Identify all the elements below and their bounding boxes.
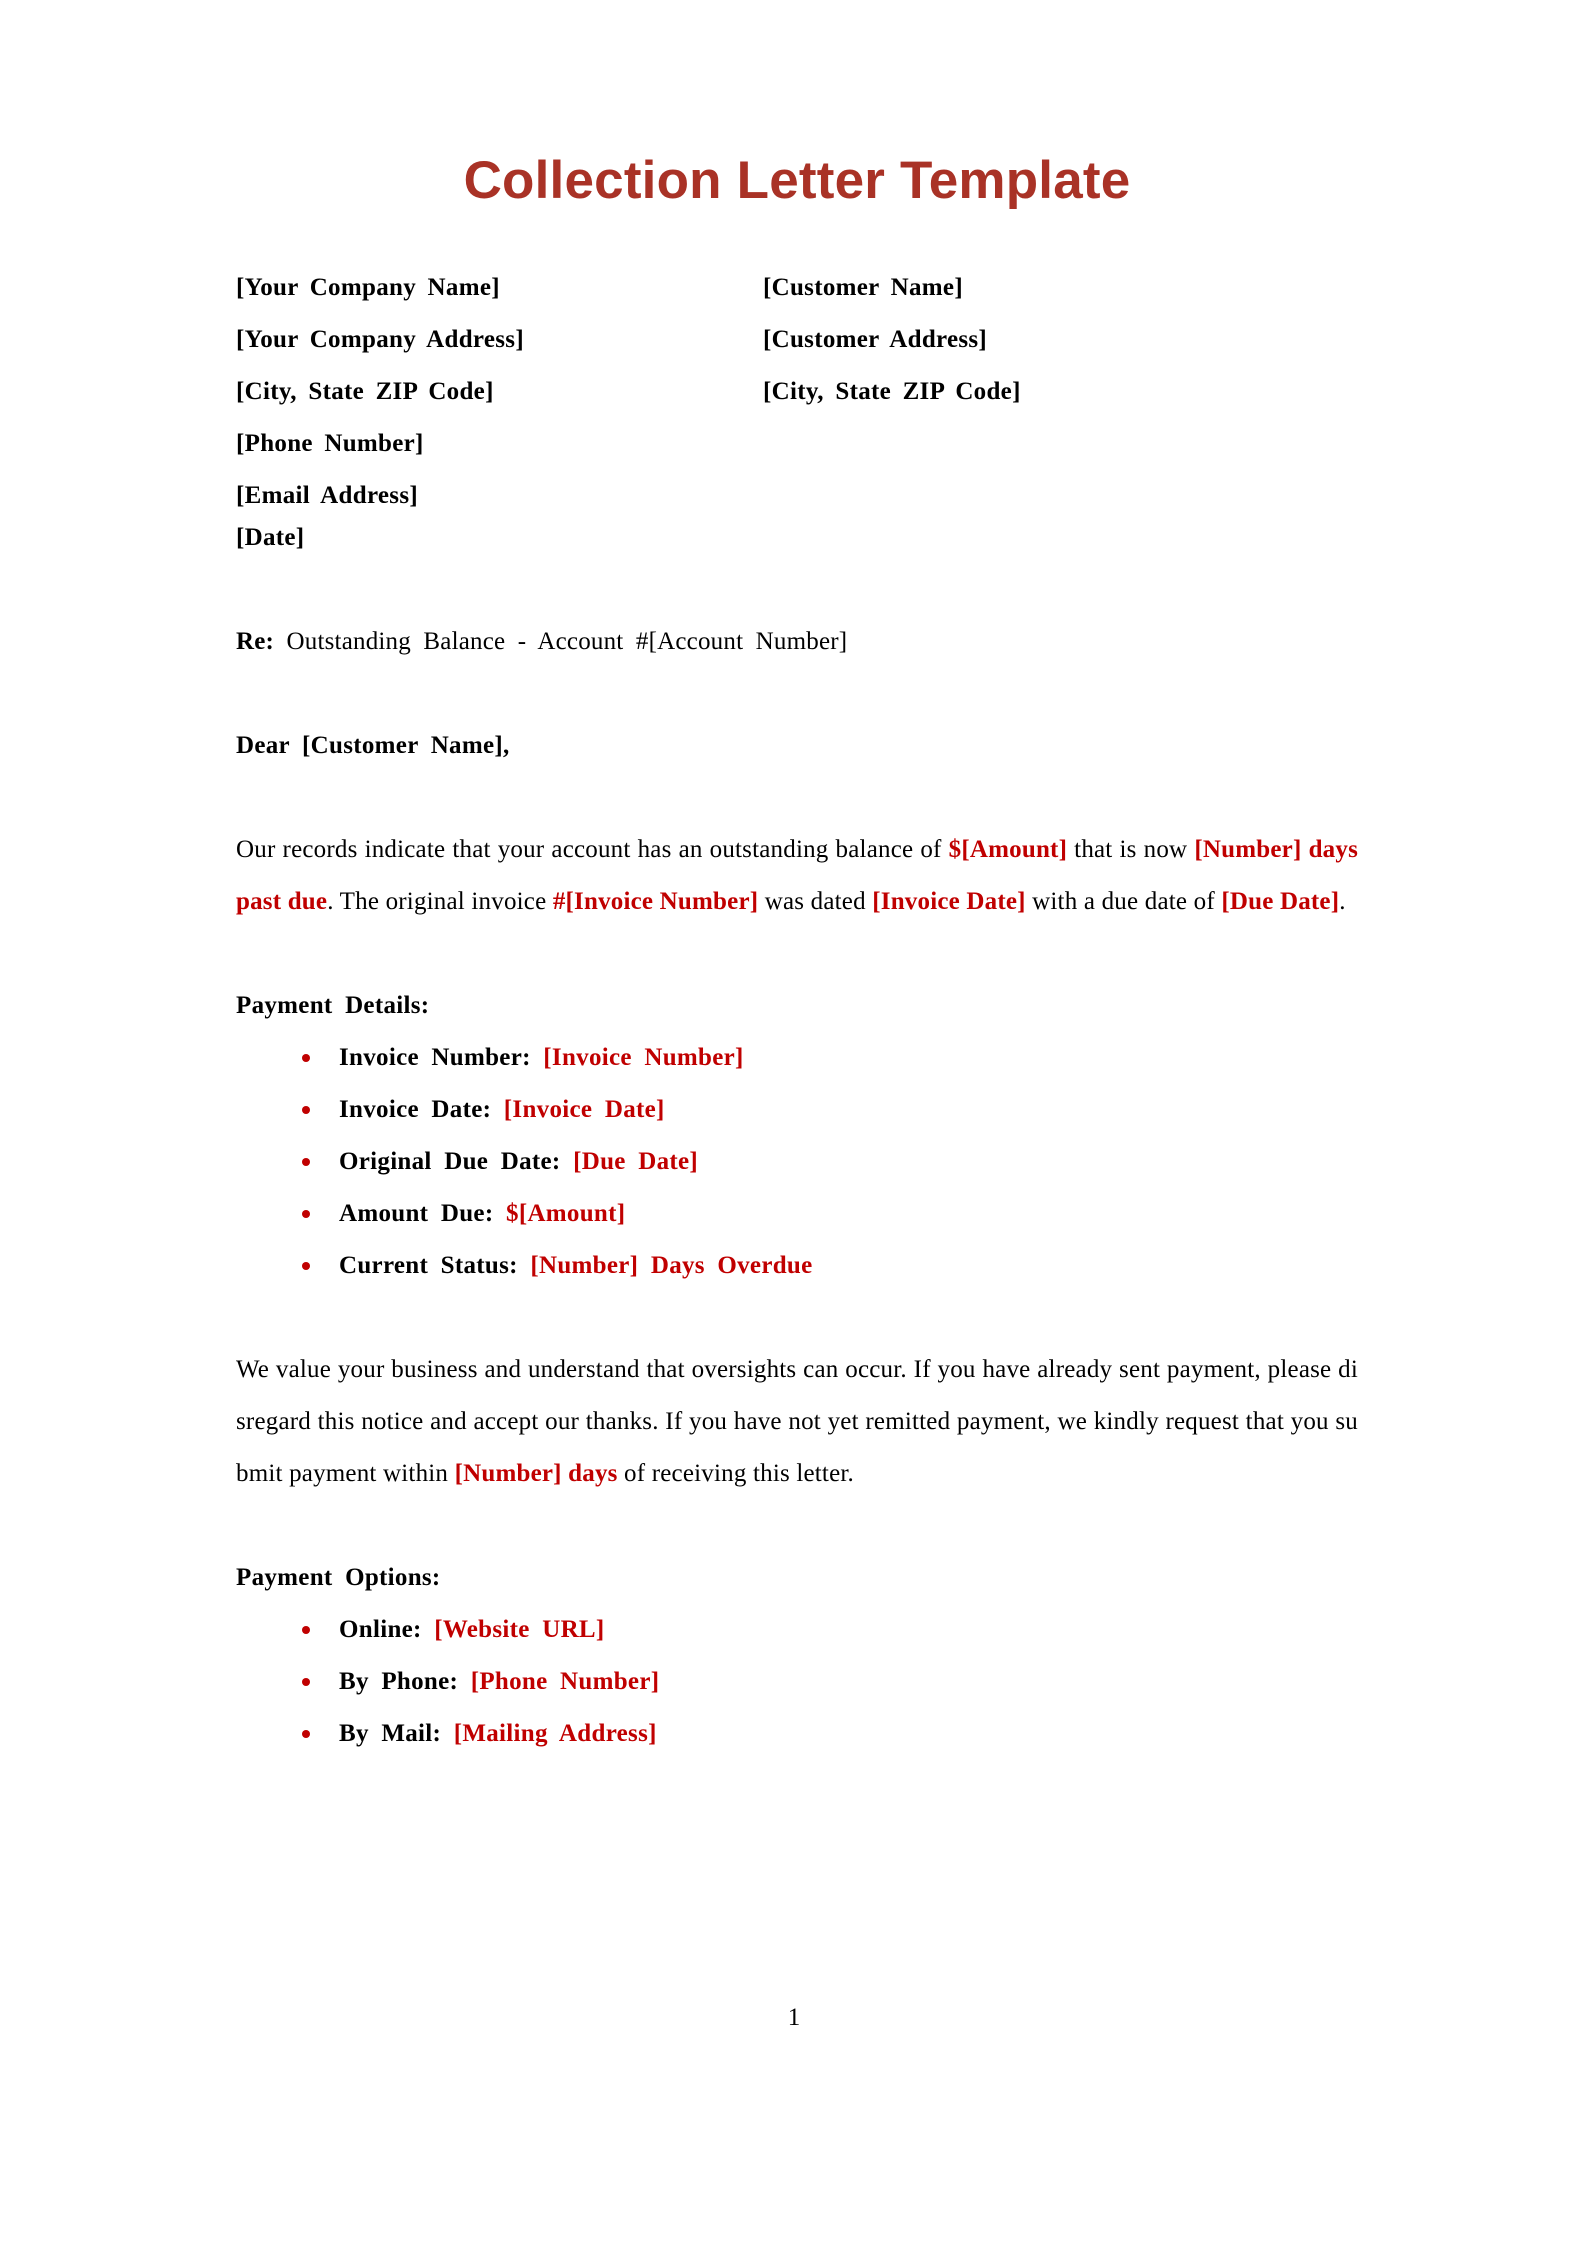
detail-value: [Invoice Number] [543, 1044, 744, 1072]
spacer-after-date [236, 564, 1358, 616]
option-label: By Phone: [339, 1668, 459, 1696]
sender-company-address: [Your Company Address] [236, 326, 524, 354]
recipient-address-column [763, 262, 1283, 418]
payment-options-heading: Payment Options: [236, 1564, 441, 1592]
bullet-dot-icon [302, 1262, 310, 1270]
list-item [236, 1084, 1358, 1136]
list-item [236, 1604, 1358, 1656]
spacer-after-value [236, 1500, 1358, 1552]
subject-label: Re: [236, 628, 275, 656]
bullet-dot-icon [302, 1054, 310, 1062]
salutation-line: Dear [Customer Name], [236, 732, 510, 760]
page-title: Collection Letter Template [463, 151, 1131, 210]
spacer-after-salutation [236, 772, 1358, 824]
detail-label: Current Status: [339, 1252, 518, 1280]
option-label: By Mail: [339, 1720, 442, 1748]
opening-seg-2: that is now [1067, 836, 1195, 864]
bullet-dot-icon [302, 1158, 310, 1166]
option-value: [Website URL] [434, 1616, 605, 1644]
sender-city-state-zip: [City, State ZIP Code] [236, 378, 494, 406]
opening-seg-5: with a due date of [1025, 888, 1222, 916]
bullet-dot-icon [302, 1210, 310, 1218]
value-seg-2: of receiving this letter. [617, 1460, 854, 1488]
placeholder-amount: $[Amount] [948, 836, 1068, 864]
detail-value: [Number] Days Overdue [530, 1252, 813, 1280]
opening-seg-6: . [1339, 888, 1346, 916]
opening-seg-1: Our records indicate that your account has an outstanding balance of [236, 836, 949, 864]
payment-options-list [236, 1604, 1358, 1760]
opening-paragraph [236, 824, 1358, 928]
page-number: 1 [787, 2004, 801, 2031]
detail-label: Amount Due: [339, 1200, 494, 1228]
subject-line [236, 616, 1358, 668]
recipient-customer-name: [Customer Name] [763, 274, 963, 302]
bullet-dot-icon [302, 1626, 310, 1634]
value-seg-1: We value your business and understand that oversights can occur. If you have already sent payment, please disregard this notice and accept our thanks. If you have not yet remitted payment, we kindly request that you submit payment within [236, 1356, 1358, 1488]
placeholder-within-days: [Number] days [454, 1460, 618, 1488]
list-item [236, 1136, 1358, 1188]
recipient-city-state-zip: [City, State ZIP Code] [763, 378, 1021, 406]
bullet-dot-icon [302, 1730, 310, 1738]
bullet-dot-icon [302, 1106, 310, 1114]
bullet-dot-icon [302, 1678, 310, 1686]
list-item [236, 1708, 1358, 1760]
opening-seg-4: was dated [758, 888, 873, 916]
detail-label: Original Due Date: [339, 1148, 561, 1176]
sender-email-address: [Email Address] [236, 482, 418, 510]
spacer-after-opening [236, 928, 1358, 980]
placeholder-days-past-due: [Number] days past due [236, 836, 1358, 916]
option-value: [Phone Number] [470, 1668, 660, 1696]
document-body [236, 0, 1358, 2245]
list-item [236, 1188, 1358, 1240]
list-item [236, 1240, 1358, 1292]
option-value: [Mailing Address] [453, 1720, 657, 1748]
option-label: Online: [339, 1616, 422, 1644]
payment-details-heading: Payment Details: [236, 992, 430, 1020]
sender-phone-number: [Phone Number] [236, 430, 424, 458]
detail-value: [Due Date] [573, 1148, 699, 1176]
placeholder-invoice-date: [Invoice Date] [872, 888, 1026, 916]
opening-seg-3: . The original invoice [327, 888, 553, 916]
spacer-after-details [236, 1292, 1358, 1344]
list-item [236, 1656, 1358, 1708]
subject-text: Outstanding Balance - Account #[Account Number] [286, 628, 848, 656]
payment-details-list [236, 1032, 1358, 1292]
sender-company-name: [Your Company Name] [236, 274, 500, 302]
detail-value: [Invoice Date] [503, 1096, 665, 1124]
letter-date: [Date] [236, 524, 305, 552]
placeholder-due-date: [Due Date] [1221, 888, 1340, 916]
detail-value: $[Amount] [506, 1200, 626, 1228]
placeholder-invoice-number: #[Invoice Number] [552, 888, 759, 916]
list-item [236, 1032, 1358, 1084]
address-block [236, 262, 1358, 512]
sender-address-column [236, 262, 756, 522]
detail-label: Invoice Date: [339, 1096, 492, 1124]
spacer-after-subject [236, 668, 1358, 720]
value-paragraph [236, 1344, 1358, 1500]
recipient-customer-address: [Customer Address] [763, 326, 988, 354]
detail-label: Invoice Number: [339, 1044, 531, 1072]
